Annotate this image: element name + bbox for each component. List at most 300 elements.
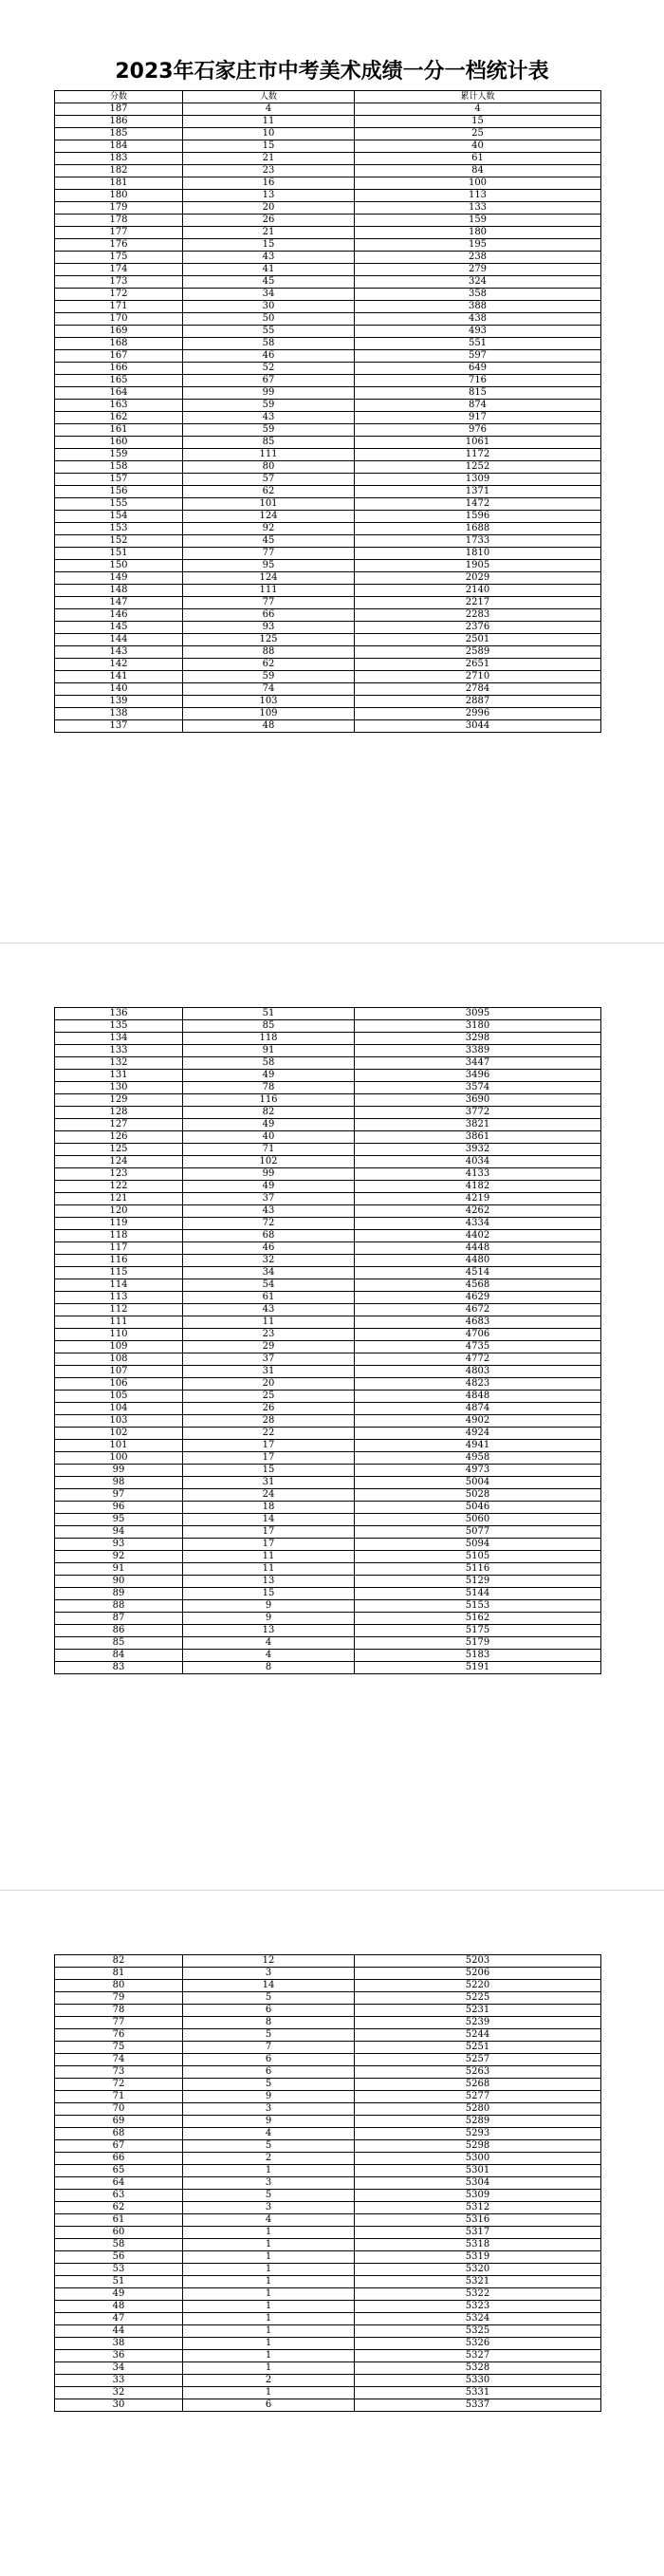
table-row <box>55 1539 601 1551</box>
count-cell: 82 <box>183 1107 355 1119</box>
table-row <box>55 2251 601 2264</box>
cumulative-cell: 5325 <box>355 2325 601 2338</box>
count-cell: 31 <box>183 1477 355 1489</box>
cumulative-cell: 1061 <box>355 437 601 449</box>
count-cell: 58 <box>183 1057 355 1070</box>
table-row <box>55 116 601 128</box>
table-row <box>55 1489 601 1502</box>
cumulative-cell: 4629 <box>355 1292 601 1304</box>
count-cell: 18 <box>183 1502 355 1514</box>
table-row <box>55 437 601 449</box>
table-row <box>55 535 601 548</box>
count-cell: 55 <box>183 326 355 338</box>
count-cell: 68 <box>183 1230 355 1242</box>
cumulative-cell: 5244 <box>355 2029 601 2042</box>
score-cell: 181 <box>55 177 183 190</box>
cumulative-cell: 2710 <box>355 671 601 683</box>
score-cell: 146 <box>55 609 183 622</box>
table-row <box>55 190 601 202</box>
cumulative-cell: 84 <box>355 165 601 177</box>
cumulative-cell: 5129 <box>355 1576 601 1588</box>
table-row <box>55 2066 601 2079</box>
cumulative-cell: 3690 <box>355 1094 601 1107</box>
count-cell: 1 <box>183 2276 355 2288</box>
table-row <box>55 239 601 252</box>
score-cell: 116 <box>55 1255 183 1267</box>
table-row <box>55 1168 601 1181</box>
table-row <box>55 2227 601 2239</box>
table-row <box>55 1613 601 1625</box>
table-row <box>55 1403 601 1415</box>
cumulative-cell: 5263 <box>355 2066 601 2079</box>
count-cell: 25 <box>183 1391 355 1403</box>
count-cell: 11 <box>183 1316 355 1329</box>
count-cell: 5 <box>183 2140 355 2153</box>
score-cell: 122 <box>55 1181 183 1193</box>
cumulative-cell: 2140 <box>355 585 601 597</box>
score-cell: 91 <box>55 1563 183 1576</box>
score-cell: 65 <box>55 2165 183 2177</box>
cumulative-cell: 493 <box>355 326 601 338</box>
score-cell: 51 <box>55 2276 183 2288</box>
score-cell: 44 <box>55 2325 183 2338</box>
count-cell: 71 <box>183 1144 355 1156</box>
score-cell: 69 <box>55 2116 183 2128</box>
cumulative-cell: 61 <box>355 153 601 165</box>
score-cell: 159 <box>55 449 183 461</box>
cumulative-cell: 2376 <box>355 622 601 634</box>
score-cell: 75 <box>55 2042 183 2054</box>
cumulative-cell: 5298 <box>355 2140 601 2153</box>
table-row <box>55 2387 601 2399</box>
count-cell: 103 <box>183 696 355 708</box>
count-cell: 67 <box>183 375 355 387</box>
cumulative-cell: 238 <box>355 252 601 264</box>
count-cell: 9 <box>183 2116 355 2128</box>
score-cell: 79 <box>55 1992 183 2005</box>
count-cell: 14 <box>183 1980 355 1992</box>
cumulative-cell: 5312 <box>355 2202 601 2214</box>
score-cell: 34 <box>55 2362 183 2375</box>
cumulative-cell: 5162 <box>355 1613 601 1625</box>
table-row <box>55 1267 601 1279</box>
count-cell: 34 <box>183 1267 355 1279</box>
cumulative-cell: 1688 <box>355 523 601 535</box>
count-cell: 88 <box>183 646 355 659</box>
score-cell: 154 <box>55 511 183 523</box>
cumulative-cell: 1810 <box>355 548 601 560</box>
count-cell: 4 <box>183 1650 355 1662</box>
score-cell: 80 <box>55 1980 183 1992</box>
score-cell: 147 <box>55 597 183 609</box>
table-row <box>55 1193 601 1205</box>
score-cell: 131 <box>55 1070 183 1082</box>
cumulative-cell: 5268 <box>355 2079 601 2091</box>
count-cell: 9 <box>183 2091 355 2103</box>
cumulative-cell: 4848 <box>355 1391 601 1403</box>
cumulative-cell: 5337 <box>355 2399 601 2412</box>
cumulative-cell: 5077 <box>355 1526 601 1539</box>
table-row <box>55 2375 601 2387</box>
score-cell: 93 <box>55 1539 183 1551</box>
cumulative-cell: 4262 <box>355 1205 601 1218</box>
count-cell: 20 <box>183 1378 355 1391</box>
cumulative-cell: 2784 <box>355 683 601 696</box>
table-row <box>55 1316 601 1329</box>
table-row <box>55 363 601 375</box>
count-cell: 102 <box>183 1156 355 1168</box>
score-cell: 123 <box>55 1168 183 1181</box>
score-cell: 156 <box>55 486 183 498</box>
score-cell: 158 <box>55 461 183 474</box>
cumulative-cell: 3496 <box>355 1070 601 1082</box>
cumulative-cell: 5257 <box>355 2054 601 2066</box>
score-cell: 167 <box>55 350 183 363</box>
count-cell: 15 <box>183 140 355 153</box>
table-row <box>55 2153 601 2165</box>
score-cell: 112 <box>55 1304 183 1316</box>
cumulative-cell: 5318 <box>355 2239 601 2251</box>
cumulative-cell: 1309 <box>355 474 601 486</box>
table-row <box>55 1391 601 1403</box>
score-cell: 173 <box>55 276 183 289</box>
cumulative-cell: 438 <box>355 313 601 326</box>
cumulative-cell: 551 <box>355 338 601 350</box>
cumulative-cell: 4706 <box>355 1329 601 1341</box>
count-cell: 2 <box>183 2153 355 2165</box>
score-cell: 36 <box>55 2350 183 2362</box>
table-row <box>55 2264 601 2276</box>
score-cell: 148 <box>55 585 183 597</box>
cumulative-cell: 4772 <box>355 1353 601 1366</box>
count-cell: 99 <box>183 1168 355 1181</box>
table-row <box>55 387 601 400</box>
count-cell: 3 <box>183 2177 355 2190</box>
count-cell: 3 <box>183 2103 355 2116</box>
table-row <box>55 597 601 609</box>
cumulative-cell: 100 <box>355 177 601 190</box>
count-cell: 1 <box>183 2165 355 2177</box>
cumulative-cell: 4219 <box>355 1193 601 1205</box>
cumulative-cell: 5220 <box>355 1980 601 1992</box>
score-cell: 149 <box>55 572 183 585</box>
score-cell: 117 <box>55 1242 183 1255</box>
table-row <box>55 461 601 474</box>
score-cell: 61 <box>55 2214 183 2227</box>
table-row <box>55 1452 601 1465</box>
cumulative-cell: 5060 <box>355 1514 601 1526</box>
cumulative-cell: 2887 <box>355 696 601 708</box>
score-cell: 139 <box>55 696 183 708</box>
count-cell: 72 <box>183 1218 355 1230</box>
score-cell: 58 <box>55 2239 183 2251</box>
cumulative-cell: 5331 <box>355 2387 601 2399</box>
table-row <box>55 1526 601 1539</box>
score-cell: 115 <box>55 1267 183 1279</box>
cumulative-cell: 5105 <box>355 1551 601 1563</box>
count-cell: 31 <box>183 1366 355 1378</box>
count-cell: 85 <box>183 437 355 449</box>
score-cell: 53 <box>55 2264 183 2276</box>
count-cell: 50 <box>183 313 355 326</box>
score-column-header: 分数 <box>55 91 183 103</box>
score-cell: 128 <box>55 1107 183 1119</box>
score-cell: 104 <box>55 1403 183 1415</box>
cumulative-cell: 4941 <box>355 1440 601 1452</box>
score-cell: 184 <box>55 140 183 153</box>
table-row <box>55 646 601 659</box>
score-cell: 164 <box>55 387 183 400</box>
cumulative-cell: 5320 <box>355 2264 601 2276</box>
table-row <box>55 1131 601 1144</box>
cumulative-cell: 5300 <box>355 2153 601 2165</box>
score-cell: 120 <box>55 1205 183 1218</box>
table-row <box>55 276 601 289</box>
count-cell: 11 <box>183 116 355 128</box>
count-cell: 6 <box>183 2399 355 2412</box>
score-cell: 166 <box>55 363 183 375</box>
score-cell: 97 <box>55 1489 183 1502</box>
score-cell: 133 <box>55 1045 183 1057</box>
cumulative-cell: 2029 <box>355 572 601 585</box>
table-row <box>55 2239 601 2251</box>
table-row <box>55 1279 601 1292</box>
score-table-page-3 <box>54 1954 601 2412</box>
cumulative-cell: 4683 <box>355 1316 601 1329</box>
table-row <box>55 1637 601 1650</box>
count-cell: 61 <box>183 1292 355 1304</box>
table-row <box>55 548 601 560</box>
cumulative-cell: 4448 <box>355 1242 601 1255</box>
table-row <box>55 2214 601 2227</box>
score-cell: 33 <box>55 2375 183 2387</box>
score-cell: 174 <box>55 264 183 276</box>
count-cell: 5 <box>183 1992 355 2005</box>
table-row <box>55 2017 601 2029</box>
cumulative-cell: 4924 <box>355 1428 601 1440</box>
cumulative-cell: 4034 <box>355 1156 601 1168</box>
count-cell: 20 <box>183 202 355 215</box>
table-row <box>55 1094 601 1107</box>
score-cell: 71 <box>55 2091 183 2103</box>
cumulative-cell: 5304 <box>355 2177 601 2190</box>
count-cell: 8 <box>183 2017 355 2029</box>
count-cell: 22 <box>183 1428 355 1440</box>
table-row <box>55 1415 601 1428</box>
count-cell: 6 <box>183 2005 355 2017</box>
table-row <box>55 659 601 671</box>
count-cell: 43 <box>183 252 355 264</box>
cumulative-cell: 4823 <box>355 1378 601 1391</box>
score-cell: 72 <box>55 2079 183 2091</box>
cumulative-cell: 5179 <box>355 1637 601 1650</box>
count-cell: 66 <box>183 609 355 622</box>
table-row <box>55 1181 601 1193</box>
table-row <box>55 1588 601 1600</box>
table-row <box>55 671 601 683</box>
score-cell: 175 <box>55 252 183 264</box>
score-cell: 165 <box>55 375 183 387</box>
cumulative-column-header: 累计人数 <box>355 91 601 103</box>
table-row <box>55 1514 601 1526</box>
cumulative-cell: 5289 <box>355 2116 601 2128</box>
cumulative-cell: 815 <box>355 387 601 400</box>
count-cell: 1 <box>183 2313 355 2325</box>
score-cell: 142 <box>55 659 183 671</box>
table-row <box>55 2202 601 2214</box>
score-cell: 118 <box>55 1230 183 1242</box>
score-cell: 129 <box>55 1094 183 1107</box>
score-cell: 130 <box>55 1082 183 1094</box>
count-cell: 1 <box>183 2350 355 2362</box>
cumulative-cell: 1252 <box>355 461 601 474</box>
score-cell: 163 <box>55 400 183 412</box>
count-cell: 48 <box>183 720 355 733</box>
count-cell: 59 <box>183 671 355 683</box>
count-cell: 124 <box>183 511 355 523</box>
table-row <box>55 2029 601 2042</box>
cumulative-cell: 2996 <box>355 708 601 720</box>
table-row <box>55 1366 601 1378</box>
count-cell: 21 <box>183 227 355 239</box>
count-cell: 17 <box>183 1539 355 1551</box>
cumulative-cell: 716 <box>355 375 601 387</box>
table-row <box>55 1045 601 1057</box>
cumulative-cell: 4182 <box>355 1181 601 1193</box>
count-cell: 101 <box>183 498 355 511</box>
cumulative-cell: 5028 <box>355 1489 601 1502</box>
count-column-header: 人数 <box>183 91 355 103</box>
table-row <box>55 1057 601 1070</box>
count-cell: 6 <box>183 2054 355 2066</box>
count-cell: 11 <box>183 1551 355 1563</box>
score-cell: 92 <box>55 1551 183 1563</box>
count-cell: 77 <box>183 597 355 609</box>
cumulative-cell: 5004 <box>355 1477 601 1489</box>
table-row <box>55 1020 601 1033</box>
cumulative-cell: 3044 <box>355 720 601 733</box>
count-cell: 109 <box>183 708 355 720</box>
table-row <box>55 2128 601 2140</box>
score-cell: 106 <box>55 1378 183 1391</box>
count-cell: 45 <box>183 535 355 548</box>
count-cell: 125 <box>183 634 355 646</box>
score-cell: 127 <box>55 1119 183 1131</box>
score-cell: 88 <box>55 1600 183 1613</box>
cumulative-cell: 5309 <box>355 2190 601 2202</box>
cumulative-cell: 180 <box>355 227 601 239</box>
table-row <box>55 1477 601 1489</box>
cumulative-cell: 4133 <box>355 1168 601 1181</box>
score-cell: 132 <box>55 1057 183 1070</box>
cumulative-cell: 5116 <box>355 1563 601 1576</box>
score-cell: 160 <box>55 437 183 449</box>
cumulative-cell: 1371 <box>355 486 601 498</box>
table-row <box>55 1329 601 1341</box>
score-cell: 87 <box>55 1613 183 1625</box>
cumulative-cell: 1472 <box>355 498 601 511</box>
table-row <box>55 1428 601 1440</box>
table-row <box>55 2190 601 2202</box>
score-cell: 187 <box>55 103 183 116</box>
table-row <box>55 2177 601 2190</box>
table-row <box>55 412 601 424</box>
score-cell: 86 <box>55 1625 183 1637</box>
count-cell: 32 <box>183 1255 355 1267</box>
score-cell: 169 <box>55 326 183 338</box>
score-cell: 60 <box>55 2227 183 2239</box>
table-row <box>55 2288 601 2301</box>
score-cell: 84 <box>55 1650 183 1662</box>
score-cell: 105 <box>55 1391 183 1403</box>
table-row <box>55 1205 601 1218</box>
table-row <box>55 2338 601 2350</box>
count-cell: 8 <box>183 1662 355 1674</box>
table-row <box>55 2042 601 2054</box>
table-row <box>55 2005 601 2017</box>
count-cell: 29 <box>183 1341 355 1353</box>
table-row <box>55 326 601 338</box>
score-cell: 56 <box>55 2251 183 2264</box>
table-row <box>55 128 601 140</box>
count-cell: 41 <box>183 264 355 276</box>
count-cell: 1 <box>183 2325 355 2338</box>
score-cell: 152 <box>55 535 183 548</box>
cumulative-cell: 4973 <box>355 1465 601 1477</box>
table-row <box>55 1980 601 1992</box>
score-cell: 47 <box>55 2313 183 2325</box>
table-header-row <box>55 91 601 103</box>
count-cell: 49 <box>183 1181 355 1193</box>
cumulative-cell: 159 <box>355 215 601 227</box>
cumulative-cell: 2589 <box>355 646 601 659</box>
score-cell: 178 <box>55 215 183 227</box>
count-cell: 23 <box>183 1329 355 1341</box>
count-cell: 11 <box>183 1563 355 1576</box>
score-cell: 121 <box>55 1193 183 1205</box>
table-row <box>55 696 601 708</box>
score-cell: 161 <box>55 424 183 437</box>
count-cell: 37 <box>183 1193 355 1205</box>
table-row <box>55 683 601 696</box>
cumulative-cell: 5280 <box>355 2103 601 2116</box>
score-cell: 98 <box>55 1477 183 1489</box>
page-title: 2023年石家庄市中考美术成绩一分一档统计表 <box>115 60 549 84</box>
cumulative-cell: 5322 <box>355 2288 601 2301</box>
count-cell: 43 <box>183 412 355 424</box>
count-cell: 30 <box>183 301 355 313</box>
score-table-page-1 <box>54 90 601 733</box>
score-cell: 143 <box>55 646 183 659</box>
score-cell: 151 <box>55 548 183 560</box>
count-cell: 4 <box>183 1637 355 1650</box>
count-cell: 111 <box>183 585 355 597</box>
count-cell: 3 <box>183 2202 355 2214</box>
count-cell: 5 <box>183 2079 355 2091</box>
score-cell: 140 <box>55 683 183 696</box>
count-cell: 80 <box>183 461 355 474</box>
table-row <box>55 2116 601 2128</box>
score-cell: 94 <box>55 1526 183 1539</box>
score-cell: 48 <box>55 2301 183 2313</box>
score-cell: 90 <box>55 1576 183 1588</box>
cumulative-cell: 5326 <box>355 2338 601 2350</box>
table-row <box>55 252 601 264</box>
table-row <box>55 1119 601 1131</box>
score-cell: 100 <box>55 1452 183 1465</box>
score-cell: 74 <box>55 2054 183 2066</box>
table-row <box>55 720 601 733</box>
